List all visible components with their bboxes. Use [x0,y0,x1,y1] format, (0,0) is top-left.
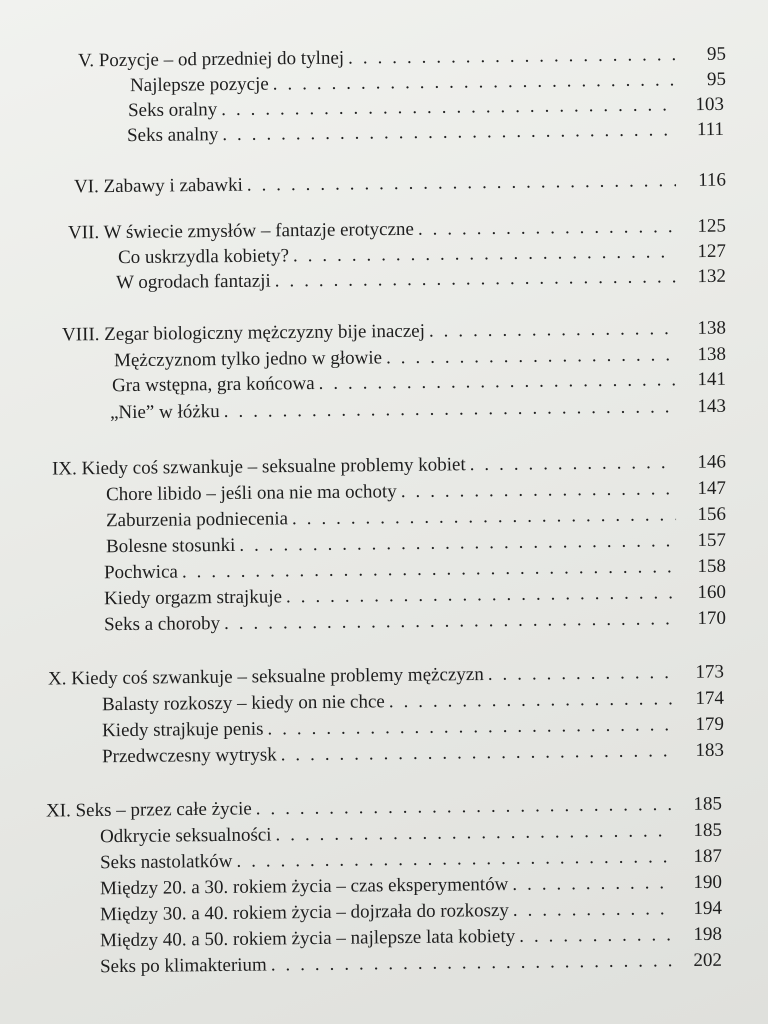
toc-section [104,581,726,612]
toc-entry-page: 147 [697,477,727,500]
toc-entry-title: Przedwczesny wytrysk [101,744,277,768]
dot-leader [418,215,676,242]
toc-entry-title: VIII. Zegar biologiczny mężczyzny bije inaczej [61,320,426,346]
toc-entry-page: 111 [696,118,725,141]
toc-section [112,368,726,398]
toc-entry-page: 95 [706,68,727,91]
toc-entry-title: XI. Seks – przez całe życie [45,798,252,822]
toc-entry-page: 132 [697,265,727,288]
dot-leader [386,343,676,370]
dot-leader [429,317,676,344]
toc-section [110,395,726,425]
dot-leader [488,661,674,687]
dot-leader [222,118,674,147]
dot-leader [271,949,672,977]
toc-entry-title: Gra wstępna, gra końcowa [111,373,315,397]
toc-entry-page: 95 [706,43,727,65]
dot-leader [470,451,677,477]
toc-entry-title: X. Kiedy coś szwankuje – seksualne problemy mężczyzn [47,663,484,690]
toc-section [100,949,722,980]
toc-entry-title: Mężczyznom tylko jedno w głowie [113,347,383,372]
toc-entry-page: 138 [697,343,727,366]
toc-section [106,503,726,533]
toc-entry-page: 127 [697,240,727,263]
toc-entry-page: 194 [693,897,723,920]
dot-leader [224,395,676,424]
toc-entry-page: 143 [697,395,727,418]
toc-entry-page: 183 [695,739,725,762]
toc-entry-page: 146 [697,451,727,473]
toc-entry-title: V. Pozycje – od przedniej do tylnej [77,47,345,72]
toc-entry-page: 138 [697,317,727,339]
dot-leader [224,607,676,636]
toc-section [104,555,726,586]
toc-section [102,713,724,744]
toc-entry-title: Między 20. a 30. rokiem życia – czas eksperymentów [99,873,509,900]
toc-section [116,265,726,295]
dot-leader [247,169,676,197]
toc-entry-title: Między 40. a 50. rokiem życia – najlepsze lata kobiety [99,925,516,952]
toc-entry-title: Seks po klimakterium [99,954,267,978]
dot-leader [512,871,672,897]
toc-section [102,687,724,718]
toc-entry-page: 156 [697,503,727,526]
toc-entry-page: 103 [695,93,725,116]
toc-entry-title: Seks oralny [127,99,218,122]
toc-entry-title: Zaburzenia podniecenia [105,508,289,532]
dot-leader [273,68,676,96]
dot-leader [292,503,676,531]
toc-entry-page: 187 [693,845,723,868]
toc-entry-page: 157 [697,529,727,552]
toc-entry-title: Kiedy strajkuje penis [101,718,264,742]
toc-entry-title: Pochwica [103,561,178,584]
toc-entry-title: VI. Zabawy i zabawki [73,174,243,198]
toc-entry-page: 116 [698,169,727,191]
dot-leader [389,687,674,714]
toc-entry-page: 141 [697,368,727,391]
toc-entry-page: 179 [695,713,725,736]
toc-entry-title: Odkrycie seksualności [99,824,272,848]
dot-leader [513,897,672,923]
toc-section [106,477,726,507]
toc-entry-page: 185 [693,819,723,842]
dot-leader [401,477,676,504]
dot-leader [236,845,672,874]
dot-leader [182,555,676,584]
dot-leader [348,43,676,70]
toc-entry-title: Bolesne stosunki [105,534,236,558]
toc-entry-title: Seks nastolatków [99,850,233,874]
toc-entry-page: 170 [697,607,727,630]
dot-leader [239,529,676,558]
dot-leader [267,713,674,741]
dot-leader [519,923,672,949]
dot-leader [256,793,672,821]
toc-chapter [74,169,726,200]
toc-entry-title: W ogrodach fantazji [115,270,271,294]
toc-entry-page: 190 [693,871,723,894]
toc-entry-page: 202 [693,949,723,972]
toc-section [100,845,722,876]
toc-entry-title: Co uskrzydla kobiety? [117,245,290,269]
toc-entry-page: 173 [695,661,725,683]
toc-entry-page: 174 [695,687,725,710]
toc-entry-page: 160 [697,581,727,604]
toc-section [100,819,722,850]
dot-leader [275,265,676,293]
toc-section [104,607,726,638]
toc-entry-title: Najlepsze pozycje [129,73,269,97]
toc-section [102,739,724,770]
toc-section [100,923,722,954]
toc-section [106,529,726,559]
toc-entry-page: 185 [693,793,723,815]
dot-leader [286,581,676,609]
dot-leader [221,93,674,122]
toc-section [127,118,724,148]
dot-leader [275,819,672,847]
toc-entry-title: Chore libido – jeśli ona nie ma ochoty [105,481,397,506]
toc-entry-title: Seks analny [126,124,219,147]
dot-leader [293,240,676,268]
toc-entry-title: IX. Kiedy coś szwankuje – seksualne problemy kobiet [51,454,466,480]
toc-entry-page: 198 [693,923,723,946]
toc-entry-page: 158 [697,555,727,578]
dot-leader [281,739,675,767]
toc-entry-page: 125 [697,215,727,237]
toc-entry-title: VII. W świecie zmysłów – fantazje erotyczne [67,218,415,244]
toc-section [100,871,722,902]
toc-entry-title: Balasty rozkoszy – kiedy on nie chce [101,691,385,716]
dot-leader [318,368,676,396]
toc-section [100,897,722,928]
toc-entry-title: Kiedy orgazm strajkuje [103,586,283,610]
toc-entry-title: Między 30. a 40. rokiem życia – dojrzała do rozkoszy [99,899,509,926]
toc-entry-title: „Nie” w łóżku [109,401,220,424]
toc-entry-title: Seks a choroby [103,613,221,636]
